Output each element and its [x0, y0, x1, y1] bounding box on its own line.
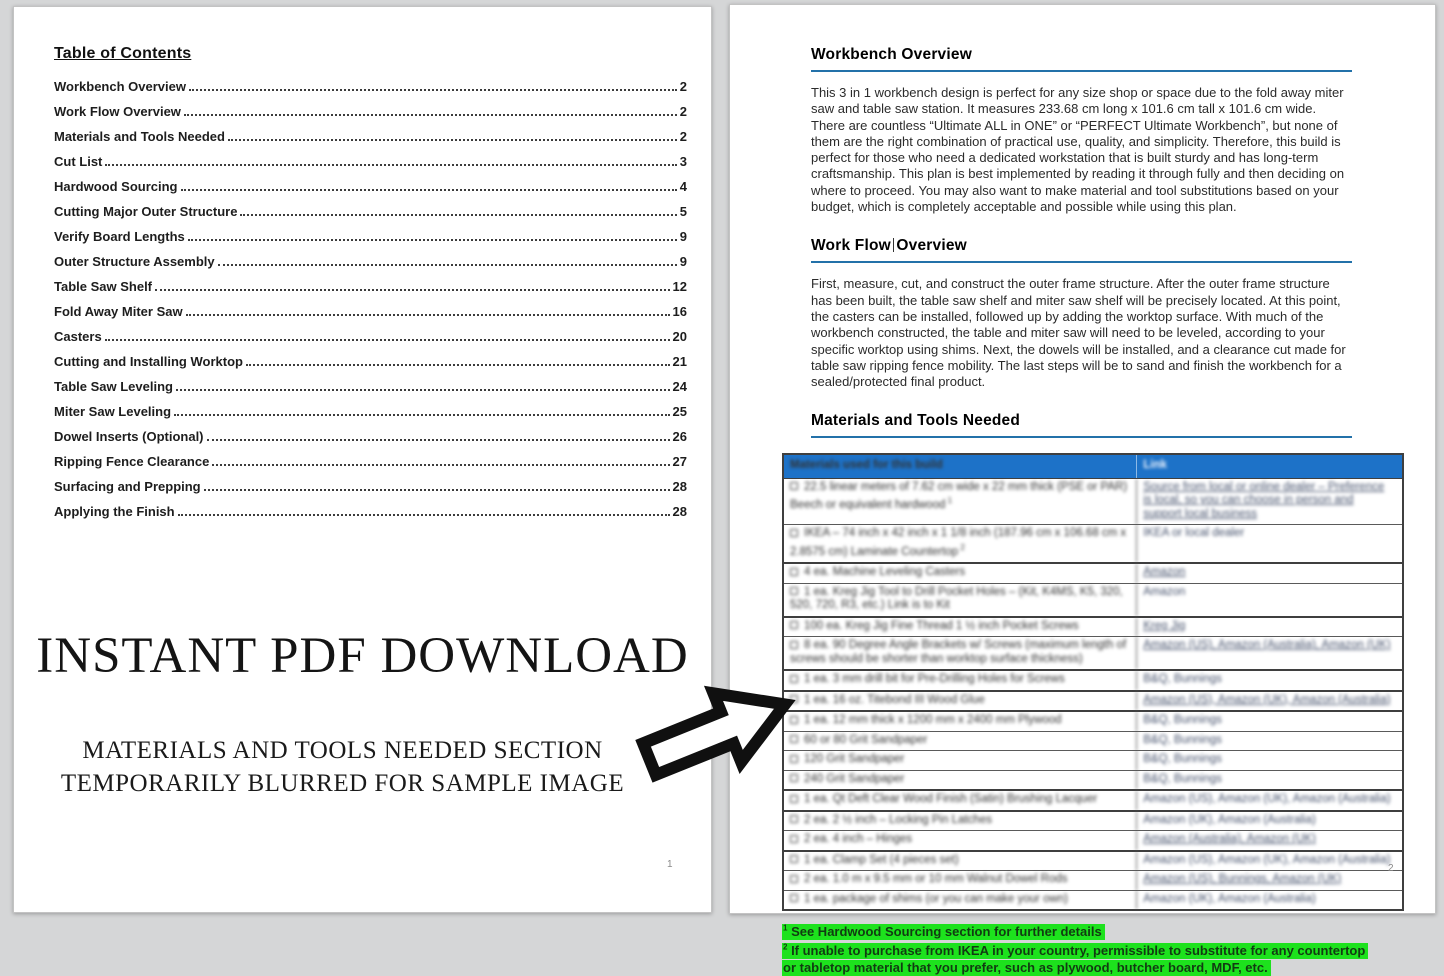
- toc-entry-page: 28: [672, 479, 687, 494]
- dot-leader: [184, 114, 677, 116]
- toc-entry-label: Dowel Inserts (Optional): [54, 429, 204, 444]
- material-cell: [784, 871, 1136, 890]
- dot-leader: [105, 164, 676, 166]
- material-cell: [784, 584, 1136, 616]
- link-cell[interactable]: Source from local or online dealer – Preference is local, so you can choose in person and support local business: [1136, 479, 1402, 525]
- dot-leader: [155, 289, 670, 291]
- material-cell: [784, 751, 1136, 770]
- link-cell[interactable]: Amazon (Australia), Amazon (UK): [1136, 831, 1402, 850]
- dot-leader: [189, 89, 677, 91]
- materials-table-body: [784, 479, 1402, 909]
- table-row: [784, 524, 1402, 562]
- table-row: [784, 850, 1402, 871]
- toc-entry[interactable]: [54, 79, 687, 104]
- heading-text-before-cursor: Work Flow: [811, 237, 891, 255]
- text-cursor: [893, 238, 895, 252]
- dot-leader: [178, 514, 670, 516]
- toc-entry-page: 3: [679, 154, 687, 169]
- link-cell[interactable]: Amazon (US), Amazon (Australia), Amazon (UK): [1136, 637, 1402, 669]
- footnote: [782, 920, 1375, 940]
- toc-entry-label: Fold Away Miter Saw: [54, 304, 183, 319]
- link-cell[interactable]: B&Q, Bunnings: [1136, 751, 1402, 770]
- toc-entry-page: 4: [679, 179, 687, 194]
- dot-leader: [240, 214, 676, 216]
- dot-leader: [186, 314, 670, 316]
- footnotes: [782, 920, 1375, 976]
- toc-entry-label: Materials and Tools Needed: [54, 129, 225, 144]
- big-title: INSTANT PDF DOWNLOAD: [36, 628, 689, 684]
- toc-entry[interactable]: [54, 429, 687, 454]
- toc-entry[interactable]: [54, 279, 687, 304]
- footnote-marker: 2: [783, 943, 788, 953]
- checkbox-icon[interactable]: [790, 621, 798, 629]
- toc-entry-page: 9: [679, 229, 687, 244]
- toc-entry[interactable]: [54, 329, 687, 354]
- footnote-highlight: $^1$ See Hardwood Sourcing section for further details: [782, 924, 1105, 940]
- table-row: [784, 750, 1402, 770]
- toc-entry-label: Surfacing and Prepping: [54, 479, 201, 494]
- table-row: [784, 870, 1402, 890]
- toc-entry[interactable]: [54, 179, 687, 204]
- dot-leader: [181, 189, 677, 191]
- checkbox-icon[interactable]: [790, 835, 798, 843]
- checkbox-icon[interactable]: [790, 641, 798, 649]
- link-cell[interactable]: Amazon (US), Amazon (UK), Amazon (Australia): [1136, 852, 1402, 871]
- checkbox-icon[interactable]: [790, 568, 798, 576]
- dot-leader: [218, 264, 677, 266]
- toc-entry-page: 21: [672, 354, 687, 369]
- toc-entry-label: Outer Structure Assembly: [54, 254, 215, 269]
- material-item-text: 1 ea. Qt Deft Clear Wood Finish (Satin) Brushing Lacquer: [804, 793, 1098, 806]
- material-cell: [784, 771, 1136, 790]
- material-cell: [784, 891, 1136, 910]
- toc-entry[interactable]: [54, 254, 687, 279]
- material-cell: [784, 831, 1136, 850]
- materials-column-header: Materials used for this build: [790, 459, 943, 472]
- toc-entry-page: 24: [672, 379, 687, 394]
- sample-caption-line1: MATERIALS AND TOOLS NEEDED SECTION: [82, 737, 603, 764]
- toc-entry[interactable]: [54, 104, 687, 129]
- toc-entry[interactable]: [54, 379, 687, 404]
- toc-entry[interactable]: [54, 204, 687, 229]
- toc-entry-label: Table Saw Leveling: [54, 379, 173, 394]
- checkbox-icon[interactable]: [790, 815, 798, 823]
- material-item-text: 240 Grit Sandpaper: [804, 772, 905, 785]
- material-cell: [784, 525, 1136, 562]
- material-item-text: 22.5 linear meters of 7.62 cm wide x 22 mm thick (PSE or PAR) Beech or equivalent hardwood $^1$: [790, 480, 1128, 512]
- link-cell[interactable]: B&Q, Bunnings: [1136, 732, 1402, 751]
- material-item-text: 1 ea. Clamp Set (4 pieces set): [804, 853, 959, 866]
- toc-entry-label: Ripping Fence Clearance: [54, 454, 210, 469]
- heading-text-after-cursor: Overview: [896, 237, 967, 255]
- material-cell: [784, 712, 1136, 731]
- page-1: [13, 6, 712, 913]
- toc-entry-page: 2: [679, 79, 687, 94]
- table-of-contents: [54, 45, 687, 529]
- material-item-text: 100 ea. Kreg Jig Fine Thread 1 ½ inch Pocket Screws: [804, 619, 1079, 632]
- link-cell[interactable]: Amazon (UK), Amazon (Australia): [1136, 812, 1402, 831]
- toc-entry-page: 28: [672, 504, 687, 519]
- page-2: [729, 4, 1436, 975]
- link-cell[interactable]: B&Q, Bunnings: [1136, 671, 1402, 690]
- toc-entry-label: Cutting and Installing Worktop: [54, 354, 243, 369]
- dot-leader: [188, 239, 677, 241]
- toc-entry-page: 27: [672, 454, 687, 469]
- toc-entry-label: Applying the Finish: [54, 504, 175, 519]
- toc-entry[interactable]: [54, 229, 687, 254]
- material-item-text: 4 ea. Machine Leveling Casters: [804, 566, 966, 579]
- paragraph-work-flow: First, measure, cut, and construct the outer frame structure. After the outer frame structure has been built, the table saw shelf and miter saw shelf will be precisely located. At this point, the casters can be installed, followed up by adding the worktop surface. With much of the workbench constructed, the table and miter saw will need to be leveled, according to your specific worktop using shims. Next, the dowels will be installed, and a clearance cut made for table saw ripping fence mobility. The last steps will be to sand and finish the workbench for a sealed/protected final product.: [811, 276, 1346, 390]
- toc-entry-label: Workbench Overview: [54, 79, 186, 94]
- link-column-header: Link: [1143, 459, 1167, 472]
- table-row: [784, 810, 1402, 831]
- toc-entry-page: 2: [679, 129, 687, 144]
- toc-entry[interactable]: [54, 154, 687, 179]
- toc-title: Table of Contents: [54, 45, 192, 62]
- table-row: [784, 710, 1402, 731]
- heading-work-flow-overview: [811, 237, 1352, 263]
- toc-entry[interactable]: [54, 479, 687, 504]
- toc-list: [54, 79, 687, 529]
- material-item-text: 1 ea. 16 oz. Titebond III Wood Glue: [804, 693, 985, 706]
- table-row: [784, 636, 1402, 669]
- sample-caption: [14, 734, 671, 800]
- link-cell[interactable]: Amazon (US), Amazon (UK), Amazon (Australia): [1136, 791, 1402, 810]
- sample-caption-line2: TEMPORARILY BLURRED FOR SAMPLE IMAGE: [60, 770, 625, 797]
- table-row: [784, 789, 1402, 810]
- toc-entry-label: Cut List: [54, 154, 103, 169]
- footnote: [782, 940, 1375, 976]
- link-cell[interactable]: Kreg Jig: [1136, 618, 1402, 637]
- link-cell[interactable]: Amazon (US), Amazon (UK), Amazon (Australia): [1136, 692, 1402, 711]
- toc-entry-page: 9: [679, 254, 687, 269]
- toc-entry[interactable]: [54, 304, 687, 329]
- dot-leader: [212, 464, 669, 466]
- toc-entry-page: 12: [672, 279, 687, 294]
- link-cell[interactable]: Amazon: [1136, 584, 1402, 616]
- link-cell[interactable]: Amazon (UK), Amazon (Australia): [1136, 891, 1402, 910]
- material-cell: [784, 852, 1136, 871]
- toc-entry-label: Cutting Major Outer Structure: [54, 204, 238, 219]
- dot-leader: [228, 139, 677, 141]
- toc-entry-label: Table Saw Shelf: [54, 279, 153, 294]
- material-cell: [784, 732, 1136, 751]
- toc-entry[interactable]: [54, 404, 687, 429]
- checkbox-icon[interactable]: [790, 529, 798, 537]
- material-cell: [784, 671, 1136, 690]
- material-item-text: 1 ea. Kreg Jig Tool to Drill Pocket Holes – (Kit, K4MS, K5, 320, 520, 720, R3, etc.) Link is to Kit: [790, 585, 1123, 612]
- material-cell: [784, 618, 1136, 637]
- link-cell[interactable]: B&Q, Bunnings: [1136, 712, 1402, 731]
- checkbox-icon[interactable]: [790, 855, 798, 863]
- toc-entry-page: 20: [672, 329, 687, 344]
- dot-leader: [204, 489, 670, 491]
- paragraph-workbench-overview: This 3 in 1 workbench design is perfect for any size shop or space due to the fold away miter saw and table saw station. It measures 233.68 cm long x 101.6 cm tall x 101.6 cm wide. There are countless “Ultimate ALL in ONE” or “PERFECT Ultimate Workbench”, but none of them are the right combination of practical use, quality, and simplicity. Therefore, this build is perfect for those who need a dedicated workstation that is built sturdy and has long-term craftsmanship. This plan is best implemented by reading it through fully and then deciding on where to proceed. You may also want to make material and tool substitutions based on your budget, which is completely acceptable and possible while using this plan.: [811, 85, 1345, 215]
- material-cell: [784, 791, 1136, 810]
- table-row: [784, 830, 1402, 850]
- toc-entry-page: 16: [672, 304, 687, 319]
- footnote-highlight: $^2$ If unable to purchase from IKEA in your country, permissible to substitute for any countertop or tabletop material that you prefer, such as plywood, butcher board, MDF, etc.: [782, 943, 1368, 976]
- checkbox-icon[interactable]: [790, 894, 798, 902]
- checkbox-icon[interactable]: [790, 875, 798, 883]
- dot-leader: [176, 389, 670, 391]
- dot-leader: [174, 414, 669, 416]
- page-number: 1: [667, 859, 673, 870]
- toc-entry-label: Casters: [54, 329, 102, 344]
- material-cell: [784, 637, 1136, 669]
- material-item-text: 120 Grit Sandpaper: [804, 753, 905, 766]
- table-row: [784, 616, 1402, 637]
- toc-entry-label: Hardwood Sourcing: [54, 179, 178, 194]
- material-item-text: 1 ea. package of shims (or you can make your own): [804, 892, 1068, 905]
- checkbox-icon[interactable]: [790, 587, 798, 595]
- toc-entry-label: Miter Saw Leveling: [54, 404, 172, 419]
- material-item-text: IKEA – 74 inch x 42 inch x 1 1/8 inch (187.96 cm x 106.68 cm x 2.8575 cm) Laminate Countertop $^2$: [790, 527, 1127, 558]
- table-row: [784, 562, 1402, 583]
- materials-table: [782, 453, 1404, 911]
- toc-entry-page: 5: [679, 204, 687, 219]
- material-item-text: 1 ea. 3 mm drill bit for Pre-Drilling Holes for Screws: [804, 673, 1065, 686]
- toc-entry-label: Verify Board Lengths: [54, 229, 185, 244]
- toc-entry[interactable]: [54, 504, 687, 529]
- link-cell[interactable]: IKEA or local dealer: [1136, 525, 1402, 562]
- table-row: [784, 890, 1402, 910]
- toc-entry-page: 26: [672, 429, 687, 444]
- table-row: [784, 690, 1402, 711]
- dot-leader: [207, 439, 670, 441]
- toc-entry[interactable]: [54, 354, 687, 379]
- material-item-text: 8 ea. 90 Degree Angle Brackets w/ Screws (maximum length of screws should be shorter than worktop surface thickness): [790, 639, 1127, 665]
- heading-materials-and-tools: Materials and Tools Needed: [811, 412, 1352, 438]
- table-row: [784, 669, 1402, 690]
- toc-entry-label: Work Flow Overview: [54, 104, 181, 119]
- material-cell: [784, 564, 1136, 583]
- checkbox-icon[interactable]: [790, 795, 798, 803]
- arrow-icon: [628, 672, 810, 790]
- link-cell[interactable]: Amazon (US), Bunnings, Amazon (UK): [1136, 871, 1402, 890]
- table-row: [784, 479, 1402, 525]
- material-item-text: 60 or 80 Grit Sandpaper: [804, 733, 928, 746]
- table-row: [784, 583, 1402, 616]
- material-cell: [784, 479, 1136, 525]
- footnote-marker: 1: [783, 923, 788, 933]
- table-row: [784, 770, 1402, 790]
- heading-workbench-overview: Workbench Overview: [811, 46, 1352, 72]
- toc-entry-page: 25: [672, 404, 687, 419]
- toc-entry[interactable]: [54, 129, 687, 154]
- material-item-text: 2 ea. 1.0 m x 9.5 mm or 10 mm Walnut Dowel Rods: [804, 873, 1068, 886]
- toc-entry[interactable]: [54, 454, 687, 479]
- material-cell: [784, 692, 1136, 711]
- materials-table-header: [784, 455, 1402, 479]
- material-item-text: 2 ea. 4 inch – Hinges: [804, 833, 913, 846]
- toc-entry-page: 2: [679, 104, 687, 119]
- checkbox-icon[interactable]: [790, 482, 798, 490]
- material-cell: [784, 812, 1136, 831]
- link-cell[interactable]: B&Q, Bunnings: [1136, 771, 1402, 790]
- table-row: [784, 731, 1402, 751]
- dot-leader: [246, 364, 670, 366]
- dot-leader: [105, 339, 670, 341]
- material-item-text: 2 ea. 2 ½ inch – Locking Pin Latches: [804, 813, 992, 826]
- material-item-text: 1 ea. 12 mm thick x 1200 mm x 2400 mm Plywood: [804, 714, 1062, 727]
- page-number: 2: [1388, 863, 1394, 874]
- link-cell[interactable]: Amazon: [1136, 564, 1402, 583]
